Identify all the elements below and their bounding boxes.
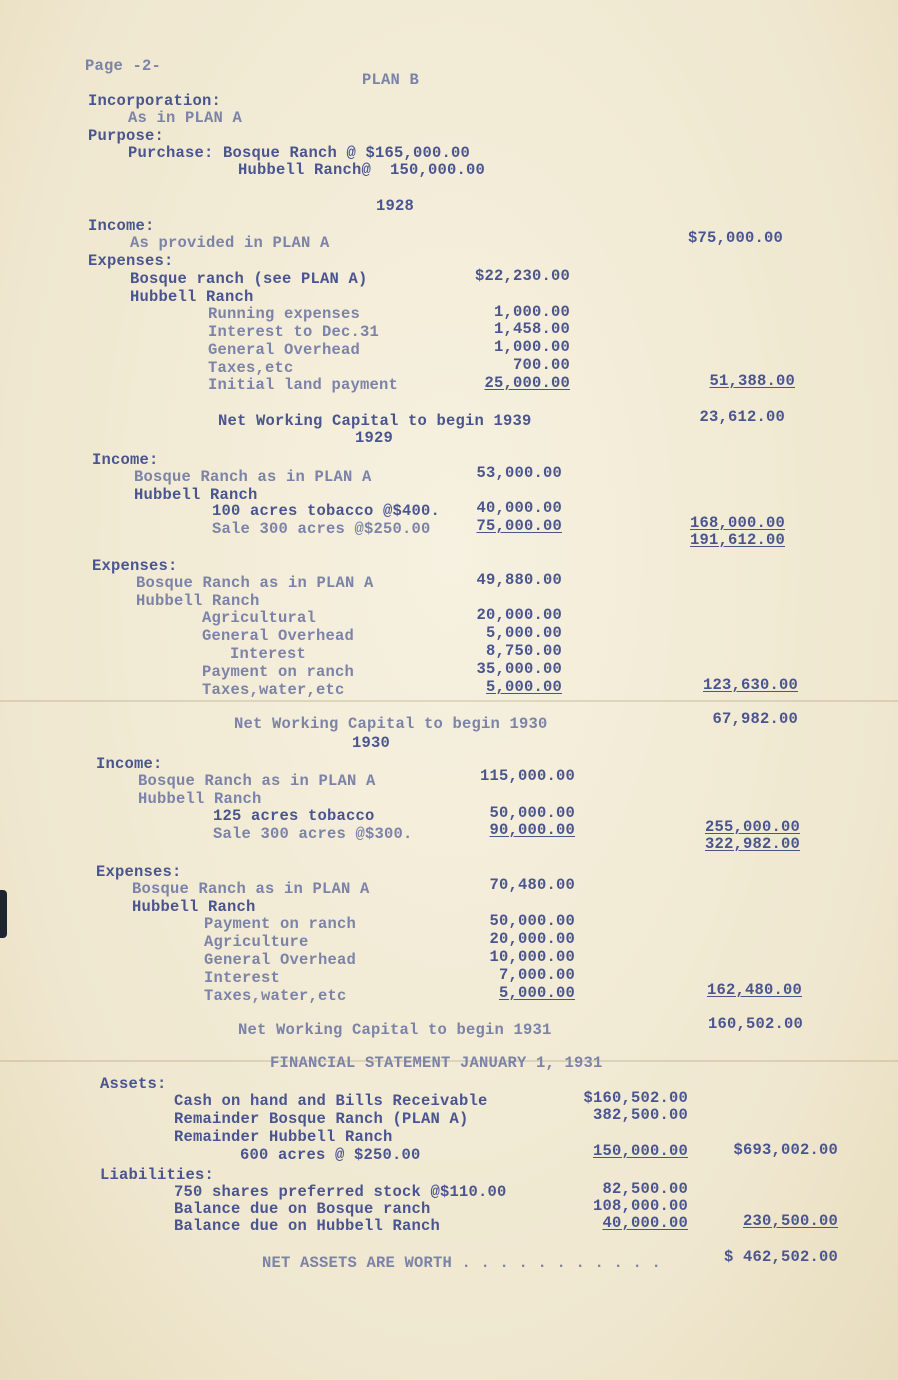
expense-item-label: General Overhead xyxy=(204,951,357,969)
exp-hubbell-label-1930: Hubbell Ranch xyxy=(132,898,256,916)
assets-total: $693,002.00 xyxy=(733,1141,838,1159)
year-1928: 1928 xyxy=(376,197,415,215)
expense-item-label: General Overhead xyxy=(208,341,361,359)
expense-item-amount: 20,000.00 xyxy=(476,606,562,624)
expenses-total-1928: 51,388.00 xyxy=(709,372,795,390)
page-number: Page -2- xyxy=(85,57,162,75)
net-assets-label: NET ASSETS ARE WORTH . . . . . . . . . . . xyxy=(262,1254,662,1272)
exp-bosque-label-1929: Bosque Ranch as in PLAN A xyxy=(136,574,374,592)
purpose-line-2: Hubbell Ranch@ 150,000.00 xyxy=(238,161,486,179)
expense-item-label: Taxes,etc xyxy=(208,359,294,377)
bosque-amount-1930: 115,000.00 xyxy=(479,767,575,785)
incorporation-text: As in PLAN A xyxy=(128,109,243,127)
net-label-1929: Net Working Capital to begin 1930 xyxy=(234,715,548,733)
liability-label: Balance due on Bosque ranch xyxy=(174,1200,431,1218)
expenses-label-1930: Expenses: xyxy=(96,863,182,881)
tobacco-label-1929: 100 acres tobacco @$400. xyxy=(212,502,441,520)
liability-amount: 82,500.00 xyxy=(602,1180,688,1198)
expense-item-amount: 5,000.00 xyxy=(498,984,575,1002)
income-total-1930: 255,000.00 xyxy=(704,818,800,836)
running-total-1930: 322,982.00 xyxy=(704,835,800,853)
bosque-label-1928: Bosque ranch (see PLAN A) xyxy=(130,270,368,288)
expense-item-label: Taxes,water,etc xyxy=(204,987,347,1005)
net-label-1928: Net Working Capital to begin 1939 xyxy=(218,412,532,430)
expense-item-amount: 1,458.00 xyxy=(493,320,570,338)
expense-item-amount: 35,000.00 xyxy=(476,660,562,678)
expenses-total-1929: 123,630.00 xyxy=(702,676,798,694)
plan-title: PLAN B xyxy=(362,71,420,89)
expense-item-label: Payment on ranch xyxy=(202,663,355,681)
hubbell-label-1928: Hubbell Ranch xyxy=(130,288,254,306)
expense-item-amount: 5,000.00 xyxy=(485,678,562,696)
year-1930: 1930 xyxy=(352,734,391,752)
purpose-label: Purpose: xyxy=(88,127,165,145)
expenses-label-1928: Expenses: xyxy=(88,252,174,270)
liabilities-label: Liabilities: xyxy=(100,1166,215,1184)
exp-bosque-label-1930: Bosque Ranch as in PLAN A xyxy=(132,880,370,898)
asset-label: Cash on hand and Bills Receivable xyxy=(174,1092,488,1110)
income-label-1930: Income: xyxy=(96,755,163,773)
exp-bosque-amount-1930: 70,480.00 xyxy=(489,876,575,894)
expense-item-label: Initial land payment xyxy=(208,376,399,394)
expense-item-label: General Overhead xyxy=(202,627,355,645)
asset-amount: $160,502.00 xyxy=(583,1089,688,1107)
expenses-label-1929: Expenses: xyxy=(92,557,178,575)
hubbell-label-1930: Hubbell Ranch xyxy=(138,790,262,808)
income-line-1928: As provided in PLAN A xyxy=(130,234,330,252)
sale-amount-1929: 75,000.00 xyxy=(476,517,562,535)
sale-amount-1930: 90,000.00 xyxy=(489,821,575,839)
expense-item-amount: 8,750.00 xyxy=(485,642,562,660)
expense-item-label: Interest to Dec.31 xyxy=(208,323,380,341)
expense-item-amount: 700.00 xyxy=(512,356,570,374)
expense-item-amount: 1,000.00 xyxy=(493,303,570,321)
tobacco-amount-1929: 40,000.00 xyxy=(476,499,562,517)
net-value-1928: 23,612.00 xyxy=(699,408,785,426)
bosque-label-1930: Bosque Ranch as in PLAN A xyxy=(138,772,376,790)
expense-item-amount: 10,000.00 xyxy=(489,948,575,966)
exp-bosque-amount-1929: 49,880.00 xyxy=(476,571,562,589)
asset-label: 600 acres @ $250.00 xyxy=(240,1146,421,1164)
tobacco-label-1930: 125 acres tobacco xyxy=(213,807,375,825)
sale-label-1929: Sale 300 acres @$250.00 xyxy=(212,520,431,538)
binder-mark xyxy=(0,890,7,938)
sale-label-1930: Sale 300 acres @$300. xyxy=(213,825,413,843)
net-value-1929: 67,982.00 xyxy=(712,710,798,728)
exp-hubbell-label-1929: Hubbell Ranch xyxy=(136,592,260,610)
expense-item-amount: 50,000.00 xyxy=(489,912,575,930)
liabilities-total: 230,500.00 xyxy=(742,1212,838,1230)
income-label-1928: Income: xyxy=(88,217,155,235)
asset-label: Remainder Bosque Ranch (PLAN A) xyxy=(174,1110,469,1128)
expense-item-amount: 7,000.00 xyxy=(498,966,575,984)
income-total-1929: 168,000.00 xyxy=(689,514,785,532)
expense-item-amount: 5,000.00 xyxy=(485,624,562,642)
expense-item-amount: 20,000.00 xyxy=(489,930,575,948)
incorporation-label: Incorporation: xyxy=(88,92,222,110)
purpose-line-1: Purchase: Bosque Ranch @ $165,000.00 xyxy=(128,144,471,162)
expense-item-label: Taxes,water,etc xyxy=(202,681,345,699)
asset-amount: 382,500.00 xyxy=(592,1106,688,1124)
bosque-amount-1929: 53,000.00 xyxy=(476,464,562,482)
bosque-amount-1928: $22,230.00 xyxy=(474,267,570,285)
expense-item-amount: 25,000.00 xyxy=(484,374,570,392)
assets-label: Assets: xyxy=(100,1075,167,1093)
expense-item-label: Agriculture xyxy=(204,933,309,951)
income-total-1928: $75,000.00 xyxy=(687,229,783,247)
liability-label: Balance due on Hubbell Ranch xyxy=(174,1217,441,1235)
bosque-label-1929: Bosque Ranch as in PLAN A xyxy=(134,468,372,486)
expense-item-label: Payment on ranch xyxy=(204,915,357,933)
expense-item-label: Interest xyxy=(204,969,281,987)
liability-amount: 108,000.00 xyxy=(592,1197,688,1215)
asset-label: Remainder Hubbell Ranch xyxy=(174,1128,393,1146)
expenses-total-1930: 162,480.00 xyxy=(706,981,802,999)
net-value-1930: 160,502.00 xyxy=(707,1015,803,1033)
hubbell-label-1929: Hubbell Ranch xyxy=(134,486,258,504)
year-1929: 1929 xyxy=(355,429,394,447)
expense-item-label: Agricultural xyxy=(202,609,317,627)
liability-label: 750 shares preferred stock @$110.00 xyxy=(174,1183,507,1201)
tobacco-amount-1930: 50,000.00 xyxy=(489,804,575,822)
liability-amount: 40,000.00 xyxy=(602,1214,688,1232)
running-total-1929: 191,612.00 xyxy=(689,531,785,549)
asset-amount: 150,000.00 xyxy=(592,1142,688,1160)
net-label-1930: Net Working Capital to begin 1931 xyxy=(238,1021,552,1039)
expense-item-amount: 1,000.00 xyxy=(493,338,570,356)
income-label-1929: Income: xyxy=(92,451,159,469)
net-assets-value: $ 462,502.00 xyxy=(723,1248,838,1266)
expense-item-label: Running expenses xyxy=(208,305,361,323)
expense-item-label: Interest xyxy=(230,645,307,663)
statement-title: FINANCIAL STATEMENT JANUARY 1, 1931 xyxy=(270,1054,603,1072)
